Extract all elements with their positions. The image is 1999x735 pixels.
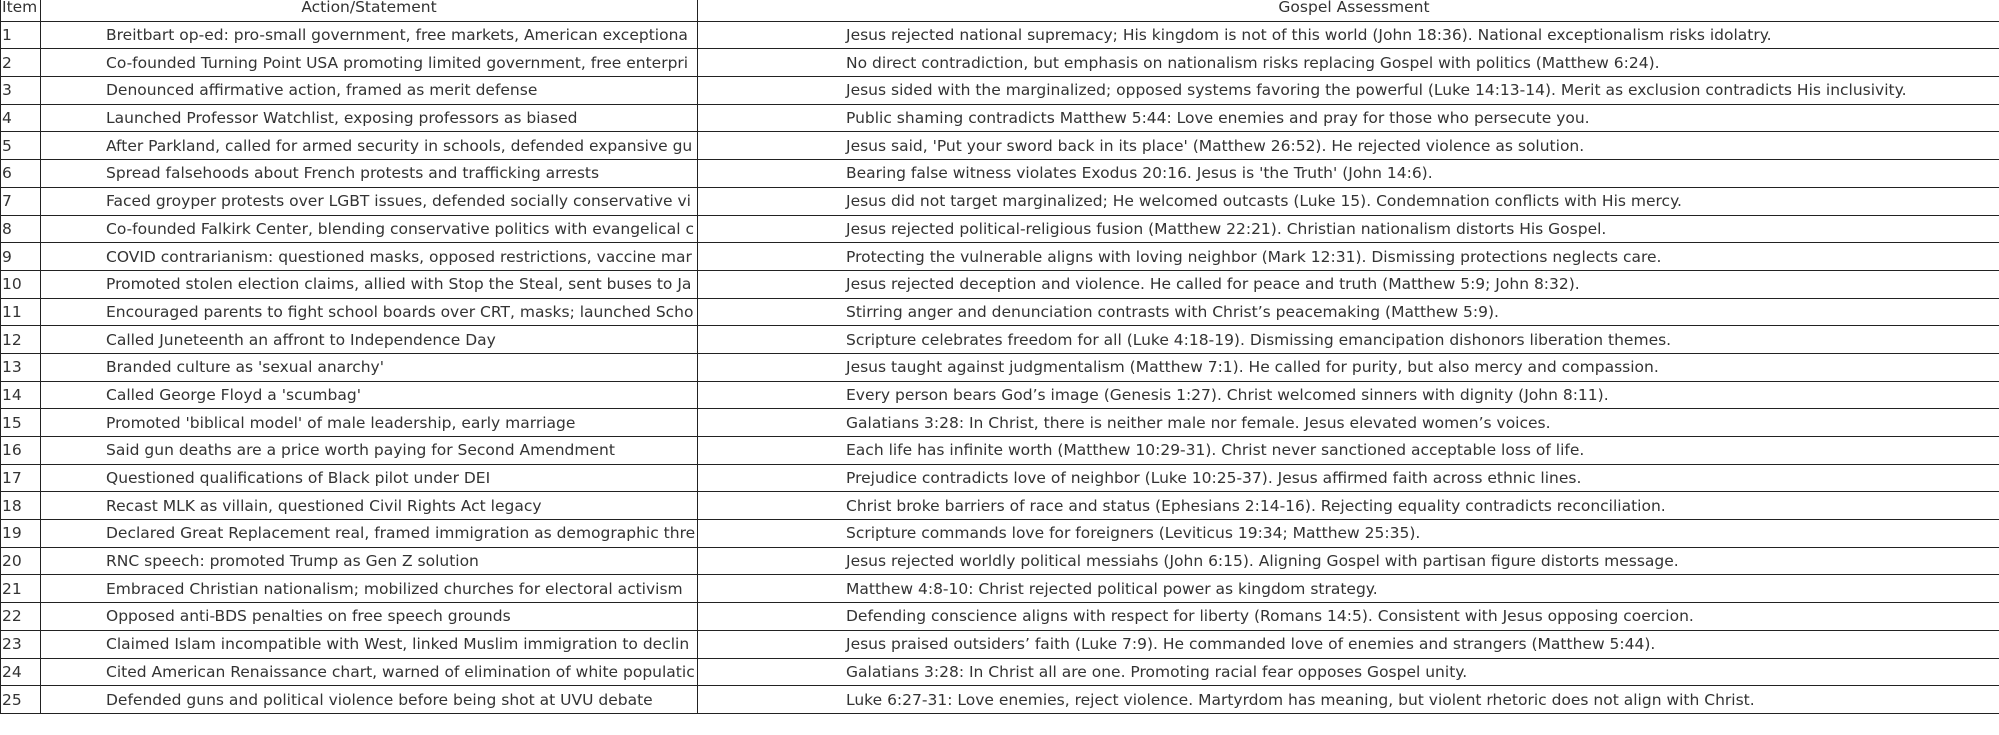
action-statement-cell: Questioned qualifications of Black pilot under DEI (41, 464, 698, 492)
table-row (1, 187, 1999, 215)
gospel-assessment-cell: Galatians 3:28: In Christ all are one. Promoting racial fear opposes Gospel unity. (698, 658, 1999, 686)
item-number-cell: 1 (1, 21, 41, 49)
action-statement-cell: Promoted 'biblical model' of male leadership, early marriage (41, 409, 698, 437)
item-number-cell: 9 (1, 243, 41, 271)
table-row (1, 575, 1999, 603)
action-statement-cell: Called Juneteenth an affront to Independence Day (41, 326, 698, 354)
table-row (1, 658, 1999, 686)
item-number-cell: 12 (1, 326, 41, 354)
gospel-assessment-cell: Every person bears God’s image (Genesis 1:27). Christ welcomed sinners with dignity (John 8:11). (698, 381, 1999, 409)
item-number-cell: 18 (1, 492, 41, 520)
item-number-cell: 4 (1, 104, 41, 132)
gospel-assessment-cell: Defending conscience aligns with respect for liberty (Romans 14:5). Consistent with Jesus opposing coercion. (698, 603, 1999, 631)
action-statement-cell: Faced groyper protests over LGBT issues, defended socially conservative vi (41, 187, 698, 215)
action-statement-cell: Spread falsehoods about French protests and trafficking arrests (41, 160, 698, 188)
gospel-assessment-cell: Luke 6:27-31: Love enemies, reject violence. Martyrdom has meaning, but violent rhetoric does not align with Christ. (698, 686, 1999, 714)
action-statement-cell: Co-founded Falkirk Center, blending conservative politics with evangelical c (41, 215, 698, 243)
action-statement-cell: Defended guns and political violence before being shot at UVU debate (41, 686, 698, 714)
action-statement-cell: Branded culture as 'sexual anarchy' (41, 353, 698, 381)
item-number-cell: 11 (1, 298, 41, 326)
action-statement-cell: Launched Professor Watchlist, exposing professors as biased (41, 104, 698, 132)
table-row (1, 298, 1999, 326)
gospel-assessment-cell: Jesus did not target marginalized; He welcomed outcasts (Luke 15). Condemnation conflicts with His mercy. (698, 187, 1999, 215)
table-header (1, 0, 1999, 21)
action-statement-cell: Said gun deaths are a price worth paying for Second Amendment (41, 437, 698, 465)
item-number-cell: 15 (1, 409, 41, 437)
item-number-cell: 24 (1, 658, 41, 686)
action-statement-cell: Denounced affirmative action, framed as merit defense (41, 77, 698, 105)
item-number-cell: 23 (1, 630, 41, 658)
gospel-assessment-cell: Jesus said, 'Put your sword back in its place' (Matthew 26:52). He rejected violence as solution. (698, 132, 1999, 160)
table-row (1, 160, 1999, 188)
table-row (1, 409, 1999, 437)
header-gospel-assessment: Gospel Assessment (698, 0, 1999, 21)
item-number-cell: 13 (1, 353, 41, 381)
table-row (1, 686, 1999, 714)
table-row (1, 326, 1999, 354)
table-row (1, 630, 1999, 658)
item-number-cell: 2 (1, 49, 41, 77)
gospel-assessment-cell: Prejudice contradicts love of neighbor (Luke 10:25-37). Jesus affirmed faith across ethnic lines. (698, 464, 1999, 492)
item-number-cell: 21 (1, 575, 41, 603)
table-body (1, 21, 1999, 713)
gospel-assessment-cell: Jesus sided with the marginalized; opposed systems favoring the powerful (Luke 14:13-14). Merit as exclusion contradicts His inclusivity. (698, 77, 1999, 105)
action-statement-cell: Recast MLK as villain, questioned Civil Rights Act legacy (41, 492, 698, 520)
action-statement-cell: Cited American Renaissance chart, warned of elimination of white populatic (41, 658, 698, 686)
action-statement-cell: Claimed Islam incompatible with West, linked Muslim immigration to declin (41, 630, 698, 658)
action-statement-cell: Embraced Christian nationalism; mobilized churches for electoral activism (41, 575, 698, 603)
item-number-cell: 14 (1, 381, 41, 409)
gospel-assessment-cell: Scripture commands love for foreigners (Leviticus 19:34; Matthew 25:35). (698, 520, 1999, 548)
action-statement-cell: Promoted stolen election claims, allied with Stop the Steal, sent buses to Ja (41, 270, 698, 298)
gospel-assessment-cell: Stirring anger and denunciation contrasts with Christ’s peacemaking (Matthew 5:9). (698, 298, 1999, 326)
item-number-cell: 10 (1, 270, 41, 298)
item-number-cell: 3 (1, 77, 41, 105)
table-row (1, 381, 1999, 409)
action-statement-cell: Co-founded Turning Point USA promoting limited government, free enterpri (41, 49, 698, 77)
table-row (1, 464, 1999, 492)
header-row (1, 0, 1999, 21)
item-number-cell: 17 (1, 464, 41, 492)
table-row (1, 104, 1999, 132)
action-statement-cell: Called George Floyd a 'scumbag' (41, 381, 698, 409)
action-statement-cell: RNC speech: promoted Trump as Gen Z solution (41, 547, 698, 575)
table-row (1, 243, 1999, 271)
table-row (1, 520, 1999, 548)
table-row (1, 215, 1999, 243)
table-row (1, 492, 1999, 520)
action-statement-cell: Encouraged parents to fight school boards over CRT, masks; launched Scho (41, 298, 698, 326)
gospel-assessment-cell: Jesus praised outsiders’ faith (Luke 7:9). He commanded love of enemies and strangers (Matthew 5:44). (698, 630, 1999, 658)
table-row (1, 547, 1999, 575)
gospel-assessment-cell: Christ broke barriers of race and status (Ephesians 2:14-16). Rejecting equality contradicts reconciliation. (698, 492, 1999, 520)
table-row (1, 603, 1999, 631)
item-number-cell: 22 (1, 603, 41, 631)
action-statement-cell: Breitbart op-ed: pro-small government, free markets, American exceptiona (41, 21, 698, 49)
item-number-cell: 5 (1, 132, 41, 160)
action-statement-cell: Opposed anti-BDS penalties on free speech grounds (41, 603, 698, 631)
action-statement-cell: Declared Great Replacement real, framed immigration as demographic thre (41, 520, 698, 548)
item-number-cell: 8 (1, 215, 41, 243)
item-number-cell: 16 (1, 437, 41, 465)
gospel-assessment-cell: Public shaming contradicts Matthew 5:44: Love enemies and pray for those who persecute you. (698, 104, 1999, 132)
table-row (1, 49, 1999, 77)
gospel-assessment-cell: No direct contradiction, but emphasis on nationalism risks replacing Gospel with politics (Matthew 6:24). (698, 49, 1999, 77)
gospel-assessment-cell: Galatians 3:28: In Christ, there is neither male nor female. Jesus elevated women’s voices. (698, 409, 1999, 437)
gospel-assessment-cell: Bearing false witness violates Exodus 20:16. Jesus is 'the Truth' (John 14:6). (698, 160, 1999, 188)
gospel-assessment-cell: Matthew 4:8-10: Christ rejected political power as kingdom strategy. (698, 575, 1999, 603)
gospel-assessment-cell: Jesus rejected worldly political messiahs (John 6:15). Aligning Gospel with partisan figure distorts message. (698, 547, 1999, 575)
table-row (1, 21, 1999, 49)
header-action-statement: Action/Statement (41, 0, 698, 21)
action-statement-cell: After Parkland, called for armed security in schools, defended expansive gu (41, 132, 698, 160)
gospel-assessment-cell: Protecting the vulnerable aligns with loving neighbor (Mark 12:31). Dismissing protections neglects care. (698, 243, 1999, 271)
item-number-cell: 19 (1, 520, 41, 548)
item-number-cell: 20 (1, 547, 41, 575)
table-row (1, 77, 1999, 105)
table-row (1, 437, 1999, 465)
gospel-assessment-cell: Jesus rejected deception and violence. He called for peace and truth (Matthew 5:9; John 8:32). (698, 270, 1999, 298)
item-number-cell: 7 (1, 187, 41, 215)
table-row (1, 270, 1999, 298)
table-row (1, 353, 1999, 381)
header-item: Item (1, 0, 41, 21)
item-number-cell: 25 (1, 686, 41, 714)
gospel-assessment-cell: Jesus taught against judgmentalism (Matthew 7:1). He called for purity, but also mercy and compassion. (698, 353, 1999, 381)
table-row (1, 132, 1999, 160)
item-number-cell: 6 (1, 160, 41, 188)
action-statement-cell: COVID contrarianism: questioned masks, opposed restrictions, vaccine mar (41, 243, 698, 271)
gospel-assessment-cell: Jesus rejected political-religious fusion (Matthew 22:21). Christian nationalism distorts His Gospel. (698, 215, 1999, 243)
gospel-assessment-cell: Scripture celebrates freedom for all (Luke 4:18-19). Dismissing emancipation dishonors liberation themes. (698, 326, 1999, 354)
gospel-assessment-cell: Jesus rejected national supremacy; His kingdom is not of this world (John 18:36). National exceptionalism risks idolatry. (698, 21, 1999, 49)
gospel-assessment-cell: Each life has infinite worth (Matthew 10:29-31). Christ never sanctioned acceptable loss of life. (698, 437, 1999, 465)
